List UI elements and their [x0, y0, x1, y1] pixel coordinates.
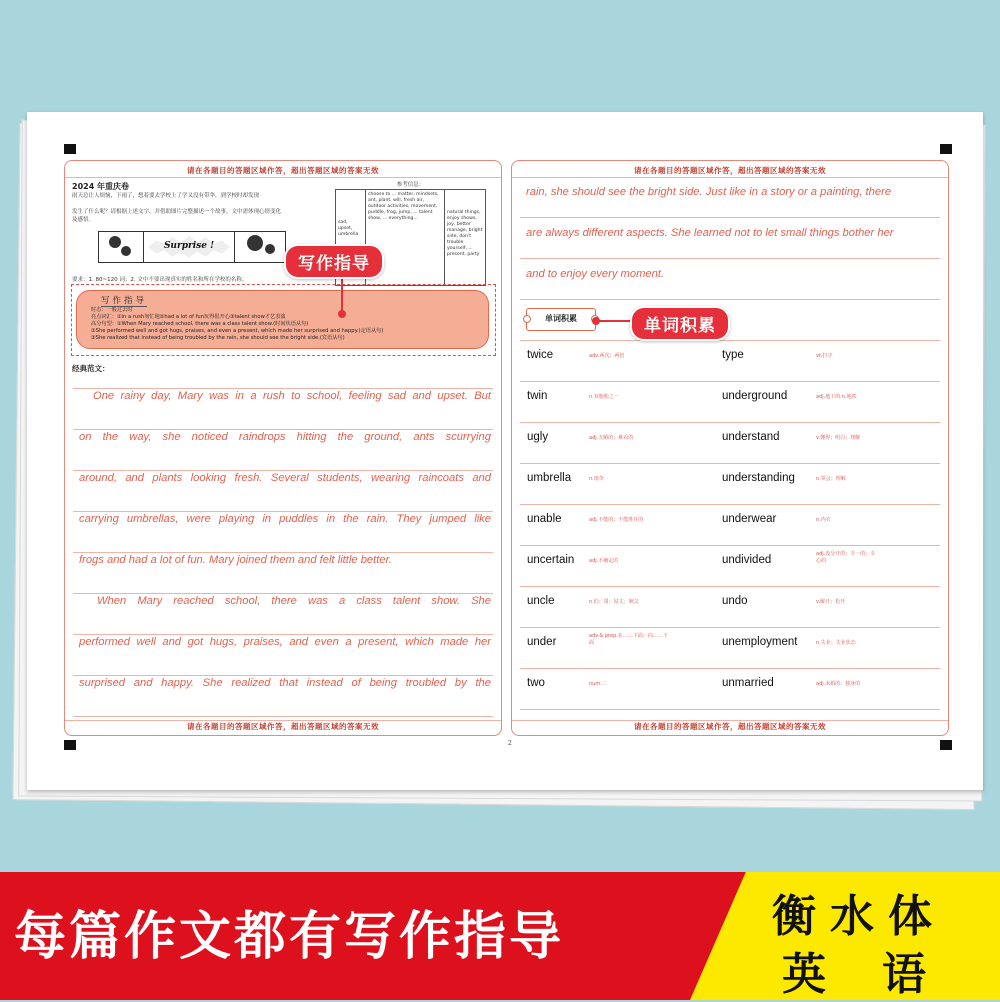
registration-mark [940, 740, 952, 750]
essay-line: performed well and got hugs, praises, and even a present, which made her [79, 636, 491, 648]
character-illustration [265, 244, 275, 254]
essay-line: are always different aspects. She learned not to let small things bother her [526, 227, 894, 239]
ruled-line [73, 716, 493, 717]
reference-title: 参考信息： [396, 182, 425, 188]
callout-dot [592, 317, 600, 325]
registration-mark [64, 144, 76, 154]
ruled-line [520, 586, 940, 587]
ruled-line [520, 504, 940, 505]
answer-notice-top: 请在各题目的答题区域作答，超出答题区域的答案无效 [634, 166, 826, 175]
question-requirement: 要求：1. 80~120 词；2. 文中不要出现真实的姓名和所在学校的名称。 [72, 277, 248, 283]
divider [512, 177, 948, 178]
ruled-line [520, 463, 940, 464]
vocab-word: uncle [527, 595, 555, 607]
vocab-word: unemployment [722, 636, 798, 648]
vocab-definition: n.失业；失业状态 [816, 640, 856, 646]
character-illustration [247, 235, 263, 251]
cartoon-panel [99, 232, 144, 262]
answer-notice-bottom: 请在各题目的答题区域作答，超出答题区域的答案无效 [187, 722, 379, 731]
book-spread [27, 112, 983, 790]
ruled-line [520, 217, 940, 218]
right-answer-panel [511, 160, 949, 736]
banner-style-label: 衡水体 [772, 891, 946, 942]
ruled-line [73, 429, 493, 430]
character-illustration [121, 246, 131, 256]
essay-line: on the way, she noticed raindrops hitting the ground, ants scurrying [79, 431, 491, 443]
registration-mark [940, 144, 952, 154]
essay-line: carrying umbrellas, were playing in puddles in the rain. They jumped like [79, 513, 491, 525]
ruled-line [520, 709, 940, 710]
essay-line: When Mary reached school, there was a class talent show. She [97, 595, 491, 607]
vocab-definition: n.领会；理解 [816, 476, 846, 482]
reference-column: sad, upset, umbrella [336, 190, 366, 285]
callout-dot [338, 310, 346, 318]
vocab-definition: vt.打字 [816, 353, 833, 359]
vocab-word: underwear [722, 513, 777, 525]
character-illustration [109, 236, 121, 248]
vocab-word: undo [722, 595, 748, 607]
answer-notice-bottom: 请在各题目的答题区域作答，超出答题区域的答案无效 [634, 722, 826, 731]
essay-line: surprised and happy. She realized that instead of being troubled by the [79, 677, 491, 689]
ruled-line [520, 545, 940, 546]
divider [65, 720, 501, 721]
vocab-word: uncertain [527, 554, 575, 566]
vocab-definition: adj.丑陋的；难看的 [589, 435, 634, 441]
vocab-definition: adv.& prep.在……下面；向……下面 [589, 633, 668, 646]
ruled-line [520, 258, 940, 259]
guide-sentence: ②She performed well and got hugs, praises, and even a present, which made her surprised and happy.(定语从句) [91, 328, 384, 334]
vocab-word: ugly [527, 431, 549, 443]
essay-line: and to enjoy every moment. [526, 268, 665, 280]
cartoon-caption: Surprise ! [163, 241, 215, 251]
question-intro: 及感悟。 [72, 217, 95, 223]
vocab-word: under [527, 636, 557, 648]
question-intro: 雨天总让人烦恼，下雨了，想着要去学校上了学又没有带伞，到学校时却发现 [72, 193, 260, 199]
question-cartoon [98, 231, 286, 263]
vocab-word: twin [527, 390, 548, 402]
guide-vocab: 亮点词汇：①in a rush匆忙地②had a lot of fun玩得很开心③talent show才艺表演 [91, 314, 286, 320]
reference-column: natural things, enjoy shows, joy, better manage, bright side, don't trouble yourself, ... present, party [447, 210, 483, 257]
banner-headline: 每篇作文都有写作指导 [14, 907, 565, 967]
writing-guide-box [76, 290, 489, 349]
vocab-definition: n.雨伞 [589, 476, 604, 482]
callout-pointer [596, 320, 632, 322]
cartoon-panel [235, 232, 285, 262]
exam-year-title: 2024 年重庆卷 [72, 182, 130, 191]
ruled-line [520, 668, 940, 669]
vocab-word: unable [527, 513, 562, 525]
ruled-line [520, 422, 940, 423]
banner-subject-label: 英语 [782, 949, 982, 1000]
reference-column: choose to ... matter, mindsets, ant, plant, will, fresh air, outdoor activities, movement, puddle, frog, jump, ... talent show, ... everything... [366, 190, 445, 285]
vocab-section-tag: 单词积累 [526, 308, 596, 331]
vocab-definition: n.双胞胎之一 [589, 394, 619, 400]
vocab-word: unmarried [722, 677, 774, 689]
vocab-word: understanding [722, 472, 795, 484]
vocab-definition: adj.不能的；不能胜任的 [589, 517, 644, 523]
vocab-definition: adj.没分开的；专一的；专心的 [816, 551, 876, 564]
vocab-definition: num.二 [589, 681, 607, 687]
vocab-word: twice [527, 349, 554, 361]
vocab-word: understand [722, 431, 780, 443]
vocab-definition: v.懂得；明白；理解 [816, 435, 861, 441]
left-answer-panel [64, 160, 502, 736]
registration-mark [64, 740, 76, 750]
vocab-word: umbrella [527, 472, 572, 484]
essay-line: One rainy day, Mary was in a rush to school, feeling sad and upset. But [93, 390, 491, 402]
ruled-line [73, 634, 493, 635]
essay-line: frogs and had a lot of fun. Mary joined them and felt little better. [79, 554, 393, 566]
guide-tense: 时态：一般过去时 [91, 307, 133, 313]
vocab-definition: n.内衣 [816, 517, 831, 523]
cartoon-panel [144, 232, 235, 262]
ruled-line [73, 511, 493, 512]
page-number: 2 [508, 740, 512, 747]
divider [65, 177, 501, 178]
vocab-definition: adj.未婚的；独身的 [816, 681, 861, 687]
writing-guide-callout: 写作指导 [284, 244, 384, 279]
ruled-line [73, 552, 493, 553]
ruled-line [73, 675, 493, 676]
answer-notice-top: 请在各题目的答题区域作答，超出答题区域的答案无效 [187, 166, 379, 175]
essay-line: around, and plants looking fresh. Several students, wearing raincoats and [79, 472, 491, 484]
guide-sentence: ③She realized that instead of being troubled by the rain, she should see the bright side.(宾语从句) [91, 335, 345, 341]
ruled-line [73, 470, 493, 471]
ruled-line [73, 593, 493, 594]
guide-sentence: 高分句型：①When Mary reached school, there was a class talent show.(时间状语从句) [91, 321, 309, 327]
divider [512, 720, 948, 721]
ruled-line [520, 381, 940, 382]
vocab-callout: 单词积累 [630, 306, 730, 341]
vocab-definition: adj.地下的 n.地铁 [816, 394, 857, 400]
vocab-word: two [527, 677, 545, 689]
vocab-definition: adj.不确定的 [589, 558, 619, 564]
ruled-line [520, 627, 940, 628]
sample-essay-label: 经典范文： [72, 364, 110, 373]
ruled-line [520, 299, 940, 300]
vocab-definition: adv.两次；两倍 [589, 353, 625, 359]
vocab-definition: v.解开；松开 [816, 599, 846, 605]
question-intro: 发生了什么呢？请根据上述文字，并借助图片完整描述一个故事。文中需体现心情变化 [72, 209, 282, 215]
ruled-line [520, 340, 940, 341]
vocab-word: type [722, 349, 744, 361]
essay-line: rain, she should see the bright side. Just like in a story or a painting, there [526, 186, 892, 198]
writing-guide-title: 写作指导 [101, 296, 148, 306]
vocab-word: undivided [722, 554, 772, 566]
vocab-word: underground [722, 390, 788, 402]
ruled-line [73, 388, 493, 389]
vocab-definition: n.伯；舅；姑丈；姨父 [589, 599, 639, 605]
